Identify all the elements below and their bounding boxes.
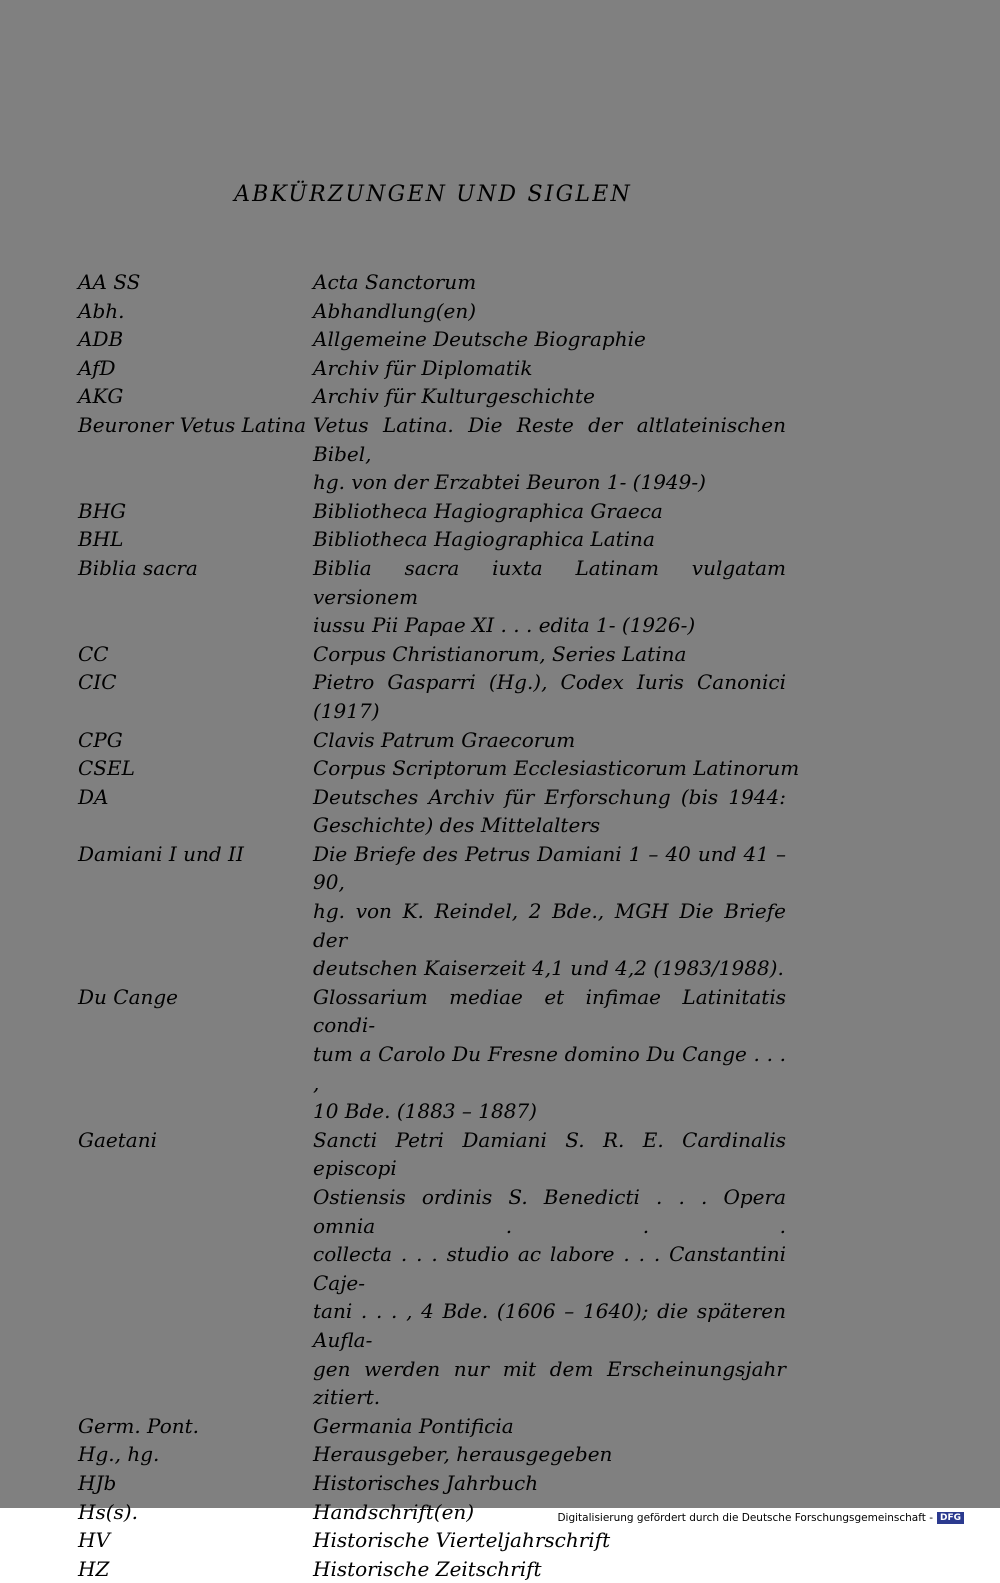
page-title: ABKÜRZUNGEN UND SIGLEN (234, 182, 632, 207)
abbreviation-entry (0, 1412, 1000, 1441)
definition-line: tani . . . , 4 Bde. (1606 – 1640); die späteren Aufla- (313, 1299, 786, 1352)
abbreviation-definition (313, 325, 786, 354)
definition-line: Deutsches Archiv für Erforschung (bis 1944: (313, 784, 786, 809)
definition-line: hg. von K. Reindel, 2 Bde., MGH Die Briefe der (313, 899, 786, 952)
abbreviation-definition (313, 1469, 786, 1498)
abbreviation-entry (0, 325, 1000, 354)
abbreviation-definition (313, 726, 786, 755)
definition-line: Corpus Christianorum, Series Latina (313, 641, 687, 666)
abbreviation-entry (0, 354, 1000, 383)
abbreviation: HV (78, 1528, 110, 1553)
abbreviation: HZ (78, 1556, 110, 1581)
abbreviation: DA (78, 784, 109, 809)
abbreviation-entry (0, 840, 1000, 983)
definition-line: Handschrift(en) (313, 1499, 475, 1524)
definition-line: Abhandlung(en) (313, 298, 477, 323)
abbreviation-definition (313, 525, 786, 554)
abbreviation: Damiani I und II (78, 841, 244, 866)
footer-text: Digitalisierung gefördert durch die Deutsche Forschungsgemeinschaft - (557, 1512, 933, 1524)
definition-line: Pietro Gasparri (Hg.), Codex Iuris Canonici (313, 670, 786, 695)
abbreviation-definition (313, 983, 786, 1126)
definition-line: Herausgeber, herausgegeben (313, 1442, 613, 1467)
definition-line: 10 Bde. (1883 – 1887) (313, 1099, 537, 1124)
abbreviation-definition (313, 1412, 786, 1441)
abbreviation: Beuroner Vetus Latina (78, 412, 307, 437)
abbreviation-entry (0, 554, 1000, 640)
abbreviation-entry (0, 1126, 1000, 1412)
abbreviation-entry (0, 1555, 1000, 1583)
abbreviation-entry (0, 297, 1000, 326)
abbreviation-entry (0, 783, 1000, 840)
abbreviation-definition (313, 668, 786, 725)
definition-line: tum a Carolo Du Fresne domino Du Cange . . . , (313, 1042, 786, 1095)
abbreviation-entry (0, 726, 1000, 755)
abbreviation: Hs(s). (78, 1499, 138, 1524)
abbreviation: AA SS (78, 270, 141, 294)
definition-line: hg. von der Erzabtei Beuron 1- (1949-) (313, 470, 706, 495)
definition-line: Ostiensis ordinis S. Benedicti . . . Opera omnia . . . (313, 1185, 786, 1238)
abbreviation-entry (0, 668, 1000, 725)
dfg-logo-icon: DFG (937, 1512, 964, 1524)
definition-line: deutschen Kaiserzeit 4,1 und 4,2 (1983/1988). (313, 956, 784, 981)
abbreviation-entry (0, 1440, 1000, 1469)
definition-line: Biblia sacra iuxta Latinam vulgatam versionem (313, 555, 786, 609)
abbreviation: Biblia sacra (78, 555, 198, 580)
definition-line: Archiv für Kulturgeschichte (313, 384, 595, 409)
definition-line: Historisches Jahrbuch (313, 1470, 539, 1495)
abbreviation: CSEL (78, 756, 135, 781)
definition-line: Bibliotheca Hagiographica Latina (313, 527, 655, 552)
abbreviation-definition (313, 411, 786, 497)
definition-line: Historische Vierteljahrschrift (313, 1528, 611, 1553)
abbreviation-definition (313, 640, 786, 669)
abbreviation-definition (313, 1440, 786, 1469)
digitization-footer (557, 1511, 964, 1525)
definition-line: Historische Zeitschrift (313, 1556, 542, 1581)
abbreviation-definition (313, 754, 800, 783)
abbreviation: ADB (78, 327, 124, 352)
definition-line: collecta . . . studio ac labore . . . Canstantini Caje- (313, 1242, 786, 1295)
abbreviation: AKG (78, 384, 124, 409)
abbreviation-definition (313, 354, 786, 383)
abbreviation-entry (0, 1526, 1000, 1555)
abbreviation-entry (0, 640, 1000, 669)
abbreviation-definition (313, 1526, 786, 1555)
abbreviation-definition (313, 497, 786, 526)
abbreviation-entry (0, 382, 1000, 411)
abbreviation-entry (0, 983, 1000, 1126)
abbreviation-definition (313, 783, 786, 840)
abbreviation-list (0, 268, 1000, 1583)
abbreviation: Germ. Pont. (78, 1413, 200, 1438)
abbreviation: Hg., hg. (78, 1442, 160, 1467)
definition-line: Sancti Petri Damiani S. R. E. Cardinalis episcopi (313, 1127, 786, 1181)
abbreviation-definition (313, 297, 786, 326)
abbreviation-entry (0, 268, 1000, 297)
abbreviation-definition (313, 1126, 786, 1412)
definition-line: (1917) (313, 698, 380, 723)
definition-line: Acta Sanctorum (313, 270, 477, 294)
abbreviation-definition (313, 1555, 786, 1583)
abbreviation: Abh. (78, 298, 125, 323)
definition-line: Geschichte) des Mittelalters (313, 813, 601, 838)
abbreviation: HJb (78, 1470, 117, 1495)
abbreviation: BHG (78, 498, 127, 523)
definition-line: Vetus Latina. Die Reste der altlateinischen Bibel, (313, 412, 786, 466)
definition-line: Corpus Scriptorum Ecclesiasticorum Latinorum (313, 756, 800, 781)
abbreviation-definition (313, 382, 786, 411)
abbreviation-definition (313, 554, 786, 640)
definition-line: Die Briefe des Petrus Damiani 1 – 40 und 41 – 90, (313, 841, 786, 895)
definition-line: Clavis Patrum Graecorum (313, 727, 576, 752)
definition-line: Glossarium mediae et infimae Latinitatis condi- (313, 984, 786, 1038)
abbreviation-definition (313, 840, 786, 983)
abbreviation: CPG (78, 727, 123, 752)
abbreviation: Du Cange (78, 984, 179, 1009)
abbreviation-entry (0, 497, 1000, 526)
abbreviation-entry (0, 754, 1000, 783)
definition-line: gen werden nur mit dem Erscheinungsjahr zitiert. (313, 1356, 786, 1410)
definition-line: Allgemeine Deutsche Biographie (313, 327, 646, 352)
abbreviation-entry (0, 525, 1000, 554)
abbreviation-definition (313, 268, 786, 297)
definition-line: Archiv für Diplomatik (313, 355, 533, 380)
abbreviation: BHL (78, 527, 124, 552)
abbreviation: Gaetani (78, 1127, 157, 1152)
definition-line: Germania Pontificia (313, 1413, 514, 1438)
abbreviation: CIC (78, 670, 117, 695)
abbreviation-entry (0, 1469, 1000, 1498)
abbreviation: AfD (78, 355, 116, 380)
abbreviation-entry (0, 411, 1000, 497)
abbreviation: CC (78, 641, 109, 666)
definition-line: Bibliotheca Hagiographica Graeca (313, 498, 663, 523)
definition-line: iussu Pii Papae XI . . . edita 1- (1926-) (313, 613, 696, 638)
